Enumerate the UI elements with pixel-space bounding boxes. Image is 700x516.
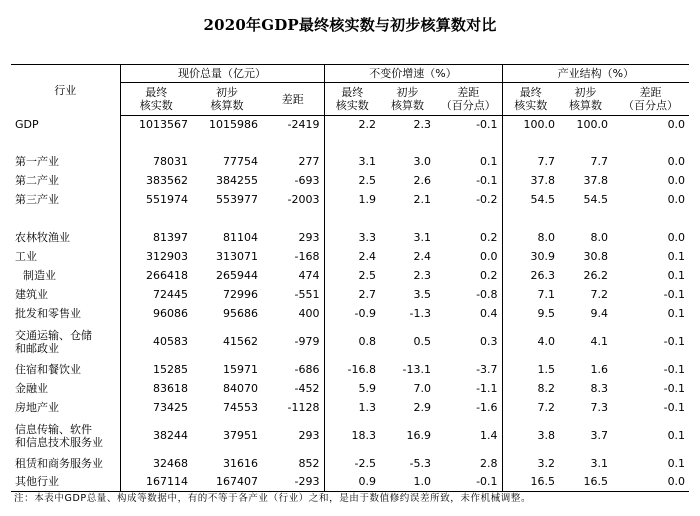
- table-cell: [192, 134, 262, 153]
- table-cell: [435, 209, 502, 228]
- table-cell: 0.4: [435, 304, 502, 323]
- table-cell: 8.3: [590, 381, 609, 395]
- table-cell: 0.0: [667, 155, 686, 168]
- table-cell: 7.0: [413, 381, 432, 395]
- table-row: [11, 473, 689, 492]
- table-cell: [120, 209, 192, 228]
- table-cell: 54.5: [530, 192, 556, 206]
- table-cell: 100.0: [576, 118, 609, 132]
- table-cell: 26.3: [530, 268, 556, 282]
- table-cell: 0.2: [435, 266, 502, 285]
- header-current-price: 现价总量（亿元）: [120, 65, 324, 83]
- table-cell: 37.8: [530, 173, 556, 187]
- table-cell: 2.3: [413, 268, 432, 282]
- row-label: 第二产业: [11, 171, 120, 190]
- table-cell: 474: [262, 266, 324, 285]
- table-cell: 0.0: [667, 118, 686, 132]
- table-cell: 3.8: [537, 429, 556, 442]
- page-title: 2020年GDP最终核实数与初步核算数对比: [203, 16, 497, 34]
- table-cell: 0.3: [435, 323, 502, 361]
- table-row: [11, 417, 689, 455]
- table-cell: 31616: [223, 457, 258, 470]
- table-cell: 400: [262, 304, 324, 323]
- table-cell: 2.2: [358, 118, 377, 132]
- table-cell: 4.0: [537, 335, 556, 348]
- row-label: 房地产业: [11, 398, 120, 417]
- table-cell: -2.5: [354, 457, 377, 470]
- table-cell: -2003: [262, 190, 324, 209]
- table-row: [11, 455, 689, 473]
- row-label: 农林牧渔业: [11, 228, 120, 247]
- table-cell: -0.2: [435, 190, 502, 209]
- table-cell: 2.4: [413, 249, 432, 263]
- table-cell: 3.1: [413, 230, 432, 244]
- table-cell: -0.1: [663, 381, 686, 395]
- table-cell: 8.0: [537, 230, 556, 244]
- table-cell: 0.2: [435, 228, 502, 247]
- row-label: 住宿和餐饮业: [11, 361, 120, 379]
- spacer-row: [11, 209, 689, 228]
- row-label: [11, 134, 120, 153]
- row-label: 金融业: [11, 379, 120, 398]
- table-cell: 9.5: [537, 306, 556, 320]
- table-cell: 9.4: [590, 306, 609, 320]
- table-cell: 37951: [223, 429, 258, 442]
- row-label: 批发和零售业: [11, 304, 120, 323]
- row-label: 工业: [11, 247, 120, 266]
- table-cell: [262, 209, 324, 228]
- table-cell: 1.6: [590, 363, 609, 376]
- table-cell: 54.5: [583, 192, 609, 206]
- table-row: [11, 171, 689, 190]
- table-cell: [502, 209, 559, 228]
- table-cell: 0.0: [435, 247, 502, 266]
- header-final: 最终 核实数: [324, 83, 380, 116]
- table-cell: -1.1: [435, 379, 502, 398]
- table-cell: 0.5: [413, 335, 432, 348]
- table-cell: 1013567: [139, 118, 188, 132]
- table-cell: 95686: [223, 306, 258, 320]
- table-cell: 266418: [146, 268, 188, 282]
- table-row: [11, 228, 689, 247]
- table-cell: 2.7: [358, 287, 377, 301]
- table-row: [11, 323, 689, 361]
- table-cell: 78031: [153, 155, 188, 168]
- table-cell: -0.1: [435, 171, 502, 190]
- header-diff-pp: 差距 （百分点）: [612, 83, 689, 116]
- table-cell: 74553: [223, 400, 258, 414]
- table-cell: 83618: [153, 381, 188, 395]
- table-cell: 383562: [146, 173, 188, 187]
- table-cell: 0.0: [667, 192, 686, 206]
- table-row: [11, 116, 689, 134]
- table-cell: 0.1: [667, 249, 686, 263]
- table-cell: 8.0: [590, 230, 609, 244]
- table-row: [11, 190, 689, 209]
- table-cell: 0.1: [435, 153, 502, 171]
- table-cell: 0.1: [667, 268, 686, 282]
- table-cell: -551: [262, 285, 324, 304]
- table-cell: 38244: [153, 429, 188, 442]
- table-cell: 551974: [146, 192, 188, 206]
- table-cell: 265944: [216, 268, 258, 282]
- table-row: [11, 379, 689, 398]
- table-cell: 32468: [153, 457, 188, 470]
- table-cell: 3.5: [413, 287, 432, 301]
- table-cell: 384255: [216, 173, 258, 187]
- row-label: 第一产业: [11, 153, 120, 171]
- table-cell: 2.5: [358, 268, 377, 282]
- table-cell: [559, 134, 612, 153]
- table-cell: 7.7: [590, 155, 609, 168]
- table-cell: 16.9: [406, 429, 432, 442]
- table-cell: 26.2: [583, 268, 609, 282]
- table-cell: 293: [262, 228, 324, 247]
- table-cell: 2.8: [435, 455, 502, 473]
- table-cell: 0.9: [324, 473, 380, 492]
- table-cell: 3.0: [413, 155, 432, 168]
- table-cell: 0.0: [667, 173, 686, 187]
- table-cell: [380, 134, 435, 153]
- table-cell: -1128: [262, 398, 324, 417]
- table-row: [11, 285, 689, 304]
- table-cell: 16.5: [559, 473, 612, 492]
- table-cell: -293: [262, 473, 324, 492]
- row-label: 制造业: [11, 266, 120, 285]
- table-cell: 167407: [192, 473, 262, 492]
- header-diff: 差距: [262, 83, 324, 116]
- table-cell: 277: [262, 153, 324, 171]
- table-cell: -0.1: [663, 335, 686, 348]
- table-cell: 7.7: [537, 155, 556, 168]
- table-cell: -979: [262, 323, 324, 361]
- table-cell: -686: [262, 361, 324, 379]
- row-label: 租赁和商务服务业: [11, 455, 120, 473]
- table-cell: 81104: [223, 230, 258, 244]
- table-cell: -168: [262, 247, 324, 266]
- table-cell: [612, 209, 689, 228]
- table-cell: 2.3: [413, 118, 432, 132]
- row-label: [11, 209, 120, 228]
- footnote: 注：本表中GDP总量、构成等数据中，有的不等于各产业（行业）之和，是由于数值修约误差所致，未作机械调整。: [14, 493, 532, 504]
- table-cell: 40583: [153, 335, 188, 348]
- header-final: 最终 核实数: [120, 83, 192, 116]
- table-cell: 7.3: [590, 400, 609, 414]
- header-prelim: 初步 核算数: [559, 83, 612, 116]
- table-cell: -5.3: [409, 457, 432, 470]
- table-row: [11, 398, 689, 417]
- table-cell: 84070: [223, 381, 258, 395]
- table-cell: -3.7: [435, 361, 502, 379]
- table-cell: -0.1: [663, 400, 686, 414]
- table-cell: 313071: [216, 249, 258, 263]
- table-cell: 293: [262, 417, 324, 455]
- table-row: [11, 266, 689, 285]
- table-cell: 100.0: [523, 118, 556, 132]
- table-cell: 81397: [153, 230, 188, 244]
- table-cell: 1.9: [358, 192, 377, 206]
- row-label: 信息传输、软件 和信息技术服务业: [11, 417, 120, 455]
- table-cell: 3.1: [590, 457, 609, 470]
- table-cell: 18.3: [351, 429, 377, 442]
- spacer-row: [11, 134, 689, 153]
- table-cell: 7.2: [590, 287, 609, 301]
- table-cell: 553977: [216, 192, 258, 206]
- table-cell: 1.0: [380, 473, 435, 492]
- table-cell: [120, 134, 192, 153]
- header-growth: 不变价增速（%）: [324, 65, 502, 83]
- table-cell: 5.9: [358, 381, 377, 395]
- row-label: 第三产业: [11, 190, 120, 209]
- table-cell: 7.2: [537, 400, 556, 414]
- header-structure: 产业结构（%）: [502, 65, 689, 83]
- row-label: 交通运输、仓储 和邮政业: [11, 323, 120, 361]
- table-cell: 8.2: [537, 381, 556, 395]
- table-cell: -0.1: [435, 116, 502, 134]
- table-cell: 41562: [223, 335, 258, 348]
- table-cell: 0.1: [667, 429, 686, 442]
- table-cell: 3.2: [537, 457, 556, 470]
- table-cell: 167114: [120, 473, 192, 492]
- header-diff-pp: 差距 （百分点）: [435, 83, 502, 116]
- table-cell: [612, 134, 689, 153]
- table-cell: 15285: [153, 363, 188, 376]
- table-cell: [262, 134, 324, 153]
- table-cell: -452: [262, 379, 324, 398]
- table-cell: 3.7: [590, 429, 609, 442]
- table-cell: 37.8: [583, 173, 609, 187]
- table-cell: 77754: [223, 155, 258, 168]
- table-cell: -16.8: [347, 363, 377, 376]
- table-row: [11, 304, 689, 323]
- table-cell: 0.8: [358, 335, 377, 348]
- header-industry: 行业: [11, 65, 120, 116]
- table-cell: -0.1: [435, 473, 502, 492]
- table-cell: [324, 134, 380, 153]
- table-cell: 0.0: [667, 230, 686, 244]
- table-cell: [502, 134, 559, 153]
- table-cell: 1.3: [358, 400, 377, 414]
- table-cell: 73425: [153, 400, 188, 414]
- table-cell: 852: [262, 455, 324, 473]
- table-cell: [192, 209, 262, 228]
- table-cell: 1.5: [537, 363, 556, 376]
- table-cell: 30.9: [530, 249, 556, 263]
- table-cell: [380, 209, 435, 228]
- header-prelim: 初步 核算数: [380, 83, 435, 116]
- table-cell: 4.1: [590, 335, 609, 348]
- table-row: [11, 247, 689, 266]
- table-cell: -1.3: [409, 306, 432, 320]
- table-cell: -13.1: [402, 363, 432, 376]
- row-label: GDP: [11, 116, 120, 134]
- table-cell: [435, 134, 502, 153]
- table-cell: -0.1: [663, 287, 686, 301]
- table-cell: -0.8: [435, 285, 502, 304]
- table-cell: -2419: [262, 116, 324, 134]
- header-final: 最终 核实数: [502, 83, 559, 116]
- gdp-comparison-table: [11, 64, 689, 492]
- table-cell: 2.4: [358, 249, 377, 263]
- row-label: 建筑业: [11, 285, 120, 304]
- table-cell: 96086: [153, 306, 188, 320]
- table-body: [11, 116, 689, 492]
- table-cell: 0.1: [667, 457, 686, 470]
- table-cell: 2.9: [413, 400, 432, 414]
- table-cell: 0.1: [667, 306, 686, 320]
- table-cell: 72996: [223, 287, 258, 301]
- row-label: 其他行业: [11, 473, 120, 492]
- table-cell: 3.1: [358, 155, 377, 168]
- table-cell: -693: [262, 171, 324, 190]
- table-cell: -0.1: [663, 363, 686, 376]
- table-cell: 16.5: [502, 473, 559, 492]
- table-cell: [324, 209, 380, 228]
- table-cell: 1015986: [209, 118, 258, 132]
- table-cell: [559, 209, 612, 228]
- table-cell: 3.3: [358, 230, 377, 244]
- table-cell: 312903: [146, 249, 188, 263]
- table-cell: 15971: [223, 363, 258, 376]
- table-cell: 2.6: [413, 173, 432, 187]
- table-cell: 7.1: [537, 287, 556, 301]
- table-row: [11, 361, 689, 379]
- table-cell: 0.0: [612, 473, 689, 492]
- table-cell: 1.4: [435, 417, 502, 455]
- table-cell: -1.6: [435, 398, 502, 417]
- table-cell: 30.8: [583, 249, 609, 263]
- table-row: [11, 153, 689, 171]
- table-cell: 2.1: [413, 192, 432, 206]
- table-cell: 2.5: [358, 173, 377, 187]
- header-prelim: 初步 核算数: [192, 83, 262, 116]
- table-cell: -0.9: [354, 306, 377, 320]
- table-cell: 72445: [153, 287, 188, 301]
